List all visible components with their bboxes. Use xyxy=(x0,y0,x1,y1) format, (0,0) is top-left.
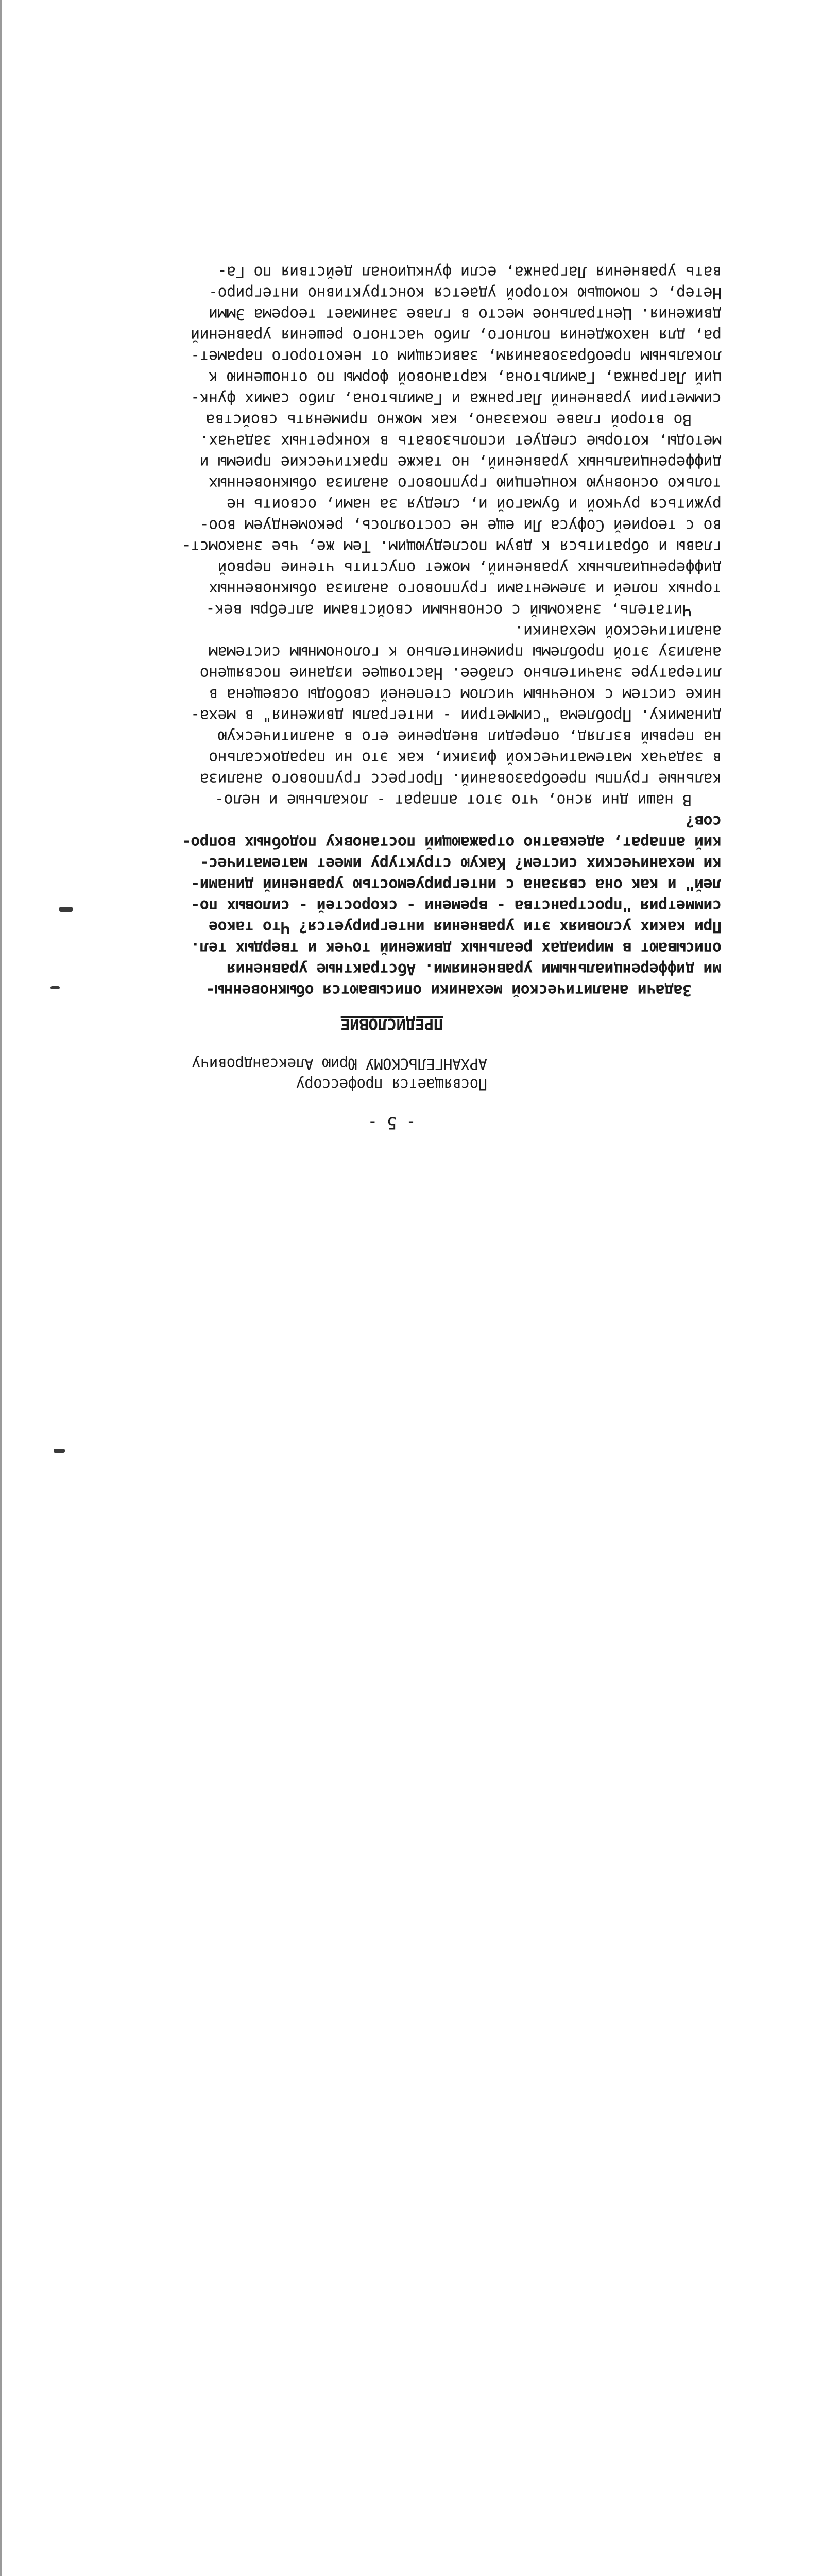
page-content xyxy=(62,261,722,1133)
text-line: симметрии уравнений Лагранжа и Гамильтона, либо самих функ- xyxy=(191,389,722,408)
text-line: динамику. Проблема "симметрии - интегралы движения" в меха- xyxy=(191,706,722,724)
text-line: В наши дни ясно, что этот аппарат - локальные и нело- xyxy=(215,791,692,809)
dedication-line: АРХАНГЕЛЬСКОМУ Юрию Александровичу xyxy=(192,1055,487,1073)
text-line: торных полей и элементами группового анализа обыкновенных xyxy=(209,580,722,598)
scan-mark xyxy=(59,907,73,912)
text-line: дифференциальных уравнений, может опустить чтение первой xyxy=(218,558,722,577)
page-number: - 5 - xyxy=(368,1113,416,1133)
text-line: кальные группы преобразований. Прогресс группового анализа xyxy=(200,770,722,788)
paragraph xyxy=(62,620,722,810)
text-line: нике систем с конечным числом степеней свободы освещена в xyxy=(209,685,722,703)
paragraph xyxy=(62,810,722,1001)
text-line: ки механических систем? Какую структуру имеет математичес- xyxy=(200,854,722,872)
text-line: Читатель, знакомый с основными свойствами алгебры век- xyxy=(206,601,692,619)
text-line: дифференциальных уравнений, но также практические приемы и xyxy=(200,453,722,471)
text-line: описывают в мириадах реальных движений точек и твердых тел. xyxy=(191,939,722,957)
text-line: ми дифференциальными уравнениями. Абстрактные уравнения xyxy=(227,960,722,978)
text-line: вать уравнения Лагранжа, если функционал действия по Га- xyxy=(218,263,722,281)
text-line: ра, для нахождения полного, либо частного решения уравнений xyxy=(191,326,722,344)
text-line: симметрия "пространства - времени - скоростей - силовых по- xyxy=(191,896,722,914)
body-text xyxy=(62,261,722,1001)
text-line: во с теорией Софуса Ли еще не состоялось, рекомендуем воо- xyxy=(200,516,722,534)
text-line: на первый взгляд, опередил внедрение его в аналитическую xyxy=(218,727,722,745)
text-line: лей" и как она связана с интегрируемостью уравнений динами- xyxy=(191,875,722,893)
text-line: движения. Центральное место в главе занимает теорема Эмми xyxy=(209,305,722,323)
text-line: ций Лагранжа, Гамильтона, картановой формы по отношению к xyxy=(209,368,722,386)
text-line: методы, которые следует использовать в конкретных задачах. xyxy=(200,432,722,450)
text-line: кий аппарат, адекватно отражающий постановку подобных вопро- xyxy=(182,833,722,851)
text-line: Во второй главе показано, как можно применять свойства xyxy=(206,411,692,429)
text-line: Нетер, с помощью которой удается конструктивно интегриро- xyxy=(209,284,722,302)
page-edge xyxy=(0,0,2,2576)
text-line: литературе значительно слабее. Настоящее издание посвящено xyxy=(200,664,722,682)
text-line: сов? xyxy=(686,812,722,830)
text-line: только основную концепцию группового анализа обыкновенных xyxy=(209,474,722,492)
text-line: При каких условиях эти уравнения интегрируется? Что такое xyxy=(209,918,722,936)
text-line: в задачах математической физики, как это ни парадоксально xyxy=(209,749,722,767)
scan-mark xyxy=(54,1449,65,1453)
text-line: анализу этой проблемы применительно к голономным системам xyxy=(209,643,722,661)
scan-mark xyxy=(50,986,60,989)
dedication xyxy=(62,1054,487,1095)
text-line: ружиться ручкой и бумагой и, следуя за нами, освоить не xyxy=(227,495,722,513)
text-line: аналитической механики. xyxy=(515,622,722,640)
text-line: локальным преобразованиям, зависящим от некоторого парамет- xyxy=(191,347,722,365)
paragraph xyxy=(62,261,722,430)
dedication-line: Посвящается профессору xyxy=(296,1076,487,1093)
text-line: главы и обратиться к двум последующим. Тем же, чье знакомст- xyxy=(182,537,722,555)
paragraph xyxy=(62,430,722,620)
section-title: ПРЕДИСЛОВИЕ xyxy=(340,1014,443,1033)
text-line: Задачи аналитической механики описываются обыкновенны- xyxy=(206,981,692,999)
